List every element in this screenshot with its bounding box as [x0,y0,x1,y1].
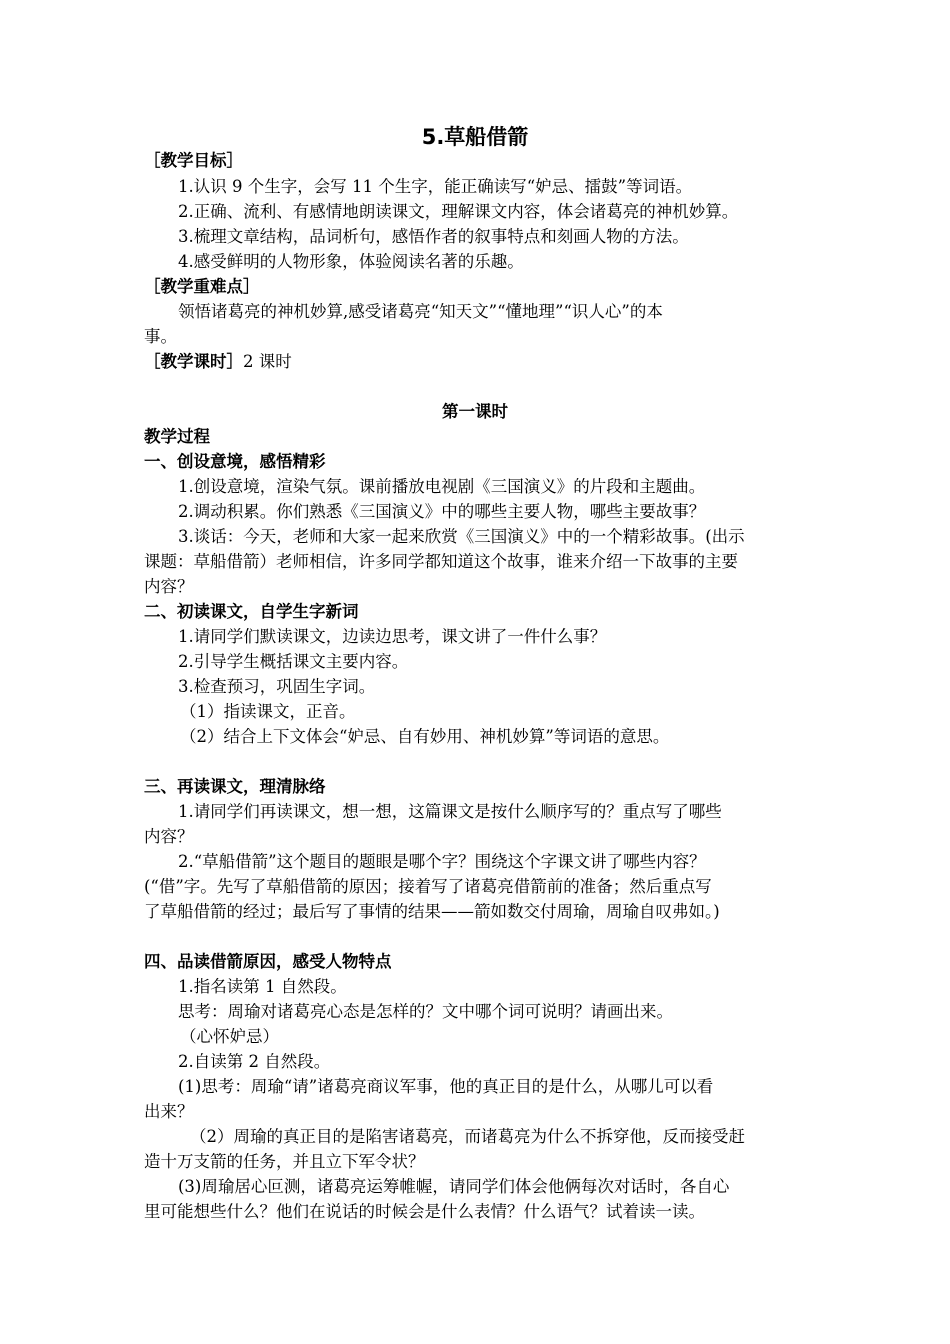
section-line: 3.谈话：今天，老师和大家一起来欣赏《三国演义》中的一个精彩故事。(出示 [178,527,745,546]
section-line: 课题：草船借箭）老师相信，许多同学都知道这个故事，谁来介绍一下故事的主要 [144,552,738,571]
section-line: 1.请同学们再读课文，想一想，这篇课文是按什么顺序写的？重点写了哪些 [178,802,722,821]
section-line: 1.请同学们默读课文，边读边思考，课文讲了一件什么事？ [178,627,607,646]
document-title: 5.草船借箭 [421,125,529,149]
class-hours-value: 2 课时 [243,352,292,371]
lesson-title: 第一课时 [442,402,508,421]
section-line: 造十万支箭的任务，并且立下军令状？ [144,1152,425,1171]
objective-item: 2.正确、流利、有感情地朗读课文，理解课文内容，体会诸葛亮的神机妙算。 [178,202,739,221]
objective-item: 3.梳理文章结构，品词析句，感悟作者的叙事特点和刻画人物的方法。 [178,227,689,246]
objective-item: 4.感受鲜明的人物形象，体验阅读名著的乐趣。 [178,252,524,271]
key-points-text: 领悟诸葛亮的神机妙算,感受诸葛亮“知天文”“懂地理”“识人心”的本 [178,302,663,321]
section-line: (3)周瑜居心叵测，诸葛亮运筹帷幄，请同学们体会他俩每次对话时，各自心 [178,1177,730,1196]
section-heading: 一、创设意境，感悟精彩 [144,452,326,471]
section-heading: 三、再读课文，理清脉络 [144,777,326,796]
key-points-text-continued: 事。 [144,327,177,346]
section-line: （2）周瑜的真正目的是陷害诸葛亮，而诸葛亮为什么不拆穿他，反而接受赶 [190,1127,745,1146]
key-points-heading: ［教学重难点］ [144,277,260,296]
section-line: 2.调动积累。你们熟悉《三国演义》中的哪些主要人物，哪些主要故事？ [178,502,706,521]
objective-item: 1.认识 9 个生字，会写 11 个生字，能正确读写“妒忌、擂鼓”等词语。 [178,177,693,196]
section-line: 1.指名读第 1 自然段。 [178,977,347,996]
section-line: 里可能想些什么？他们在说话的时候会是什么表情？什么语气？试着读一读。 [144,1202,705,1221]
section-line: (“借”字。先写了草船借箭的原因；接着写了诸葛亮借箭前的准备；然后重点写 [144,877,712,896]
section-line: 思考：周瑜对诸葛亮心态是怎样的？文中哪个词可说明？请画出来。 [178,1002,673,1021]
section-line: 出来？ [144,1102,194,1121]
class-hours [144,349,814,374]
class-hours-heading: ［教学课时］ [144,352,243,371]
section-heading: 四、品读借箭原因，感受人物特点 [144,952,392,971]
section-line: 内容？ [144,827,194,846]
objectives-heading: ［教学目标］ [144,151,243,170]
section-line: 3.检查预习，巩固生字词。 [178,677,376,696]
section-heading: 二、初读课文，自学生字新词 [144,602,359,621]
section-line: （1）指读课文，正音。 [180,702,356,721]
section-line: 了草船借箭的经过；最后写了事情的结果——箭如数交付周瑜，周瑜自叹弗如。) [144,902,720,921]
section-line: 2.“草船借箭”这个题目的题眼是哪个字？围绕这个字课文讲了哪些内容？ [178,852,706,871]
section-line: 2.引导学生概括课文主要内容。 [178,652,409,671]
section-line: 2.自读第 2 自然段。 [178,1052,331,1071]
section-line: (1)思考：周瑜“请”诸葛亮商议军事，他的真正目的是什么，从哪儿可以看 [178,1077,714,1096]
process-heading: 教学过程 [144,427,210,446]
section-line: （心怀妒忌） [180,1027,279,1046]
section-line: 1.创设意境，渲染气氛。课前播放电视剧《三国演义》的片段和主题曲。 [178,477,706,496]
section-line: 内容？ [144,577,194,596]
section-line: （2）结合上下文体会“妒忌、自有妙用、神机妙算”等词语的意思。 [180,727,670,746]
